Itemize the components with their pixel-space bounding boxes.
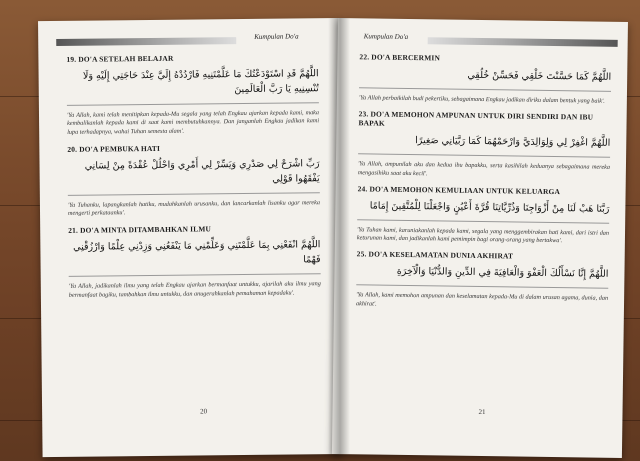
prayer-section — [68, 224, 321, 300]
section-title: 19. DO'A SETELAH BELAJAR — [66, 53, 174, 64]
arabic-text: اللَّهُمَّ قَدِ اسْتَوْدَعْتُكَ مَا عَلَّمْتَنِيهِ فَارْدُدْهُ إِلَيَّ عِنْدَ حَاجَتِي إِلَيْهِ وَلَا تُنْسِنِيهِ يَا رَبَّ الْعَالَمِينَ — [82, 68, 319, 96]
page-number: 20 — [200, 407, 208, 416]
section-title: 23. DO'A MEMOHON AMPUNAN UNTUK DIRI SENDIRI DAN IBU BAPAK — [358, 109, 594, 128]
prayer-section — [357, 184, 610, 246]
translation-text: 'Ya Allah, jadikanlah ilmu yang telah Engkau ajarkan bermanfaat untukku, ajarilah aku ilmu yang bermanfaat bagiku, tambahkan ilmu untukku, dan anugerahkanlah pemahaman kepadaku'. — [68, 280, 321, 299]
arabic-text: رَبِّ اشْرَحْ لِي صَدْرِي وَيَسِّرْ لِي أَمْرِي وَاحْلُلْ عُقْدَةً مِنْ لِسَانِي يَفْقَهُوا قَوْلِي — [84, 158, 320, 185]
left-page-content — [66, 52, 321, 304]
arabic-text: اللَّهُمَّ اغْفِرْ لِي وَلِوَالِدَيَّ وَارْحَمْهُمَا كَمَا رَبَّيَانِي صَغِيرًا — [415, 135, 611, 150]
open-book — [30, 18, 634, 458]
translation-text: 'Ya Allah, kami memohon ampunan dan keselamatan kepada-Mu di dalam urusan agama, dunia, dan akhirat'. — [355, 291, 609, 308]
prayer-section — [66, 52, 319, 137]
header-bar — [428, 37, 618, 47]
right-page-header — [350, 32, 618, 48]
arabic-text: رَبَّنَا هَبْ لَنَا مِنْ أَزْوَاجِنَا وَذُرِّيَّاتِنَا قُرَّةَ أَعْيُنٍ وَاجْعَلْنَا لِلْمُتَّقِينَ إِمَامًا — [369, 200, 610, 215]
arabic-text: اللَّهُمَّ إِنَّا نَسْأَلُكَ الْعَفْوَ وَالْعَافِيَةَ فِي الدِّينِ وَالدُّنْيَا وَالْآخِرَةِ — [396, 266, 609, 281]
header-title: Kumpulan Do'a — [363, 32, 409, 41]
prayer-section — [67, 142, 320, 218]
right-page — [332, 18, 628, 458]
divider — [357, 219, 609, 224]
section-title: 20. DO'A PEMBUKA HATI — [67, 143, 161, 154]
divider — [356, 285, 608, 290]
divider — [69, 274, 321, 278]
translation-text: 'Ya Allah, ampunilah aku dan kedua ibu bapakku, serta kasihilah keduanya sebagaimana mereka mengasihiku saat aku kecil'. — [357, 160, 610, 177]
left-page-header — [56, 32, 326, 47]
divider — [359, 87, 611, 92]
prayer-section — [359, 52, 612, 106]
header-bar — [56, 37, 236, 46]
divider — [67, 102, 319, 106]
prayer-section — [356, 250, 609, 312]
header-title: Kumpulan Do'a — [254, 32, 299, 41]
right-page-content — [356, 52, 612, 316]
divider — [358, 154, 610, 159]
prayer-section — [358, 110, 611, 181]
translation-text: 'Ya Tuhanku, lapangkanlah hatiku, mudahkanlah urusanku, dan lancarkanlah lisanku agar mereka mengerti perkataanku'. — [67, 199, 320, 218]
translation-text: 'Ya Tuhan kami, karuniakanlah kepada kami, segala yang menggembirakan hati kami, dari istri dan keturunan kami, dan jadikanlah kami pemimpin bagi orang-orang yang bertakwa'. — [356, 226, 610, 245]
translation-text: 'Ya Allah, kami telah menitipkan kepada-Mu segala yang telah Engkau ajarkan kepada kami, maka kembalikanlah kepada kami di saat kami membutuhkannya. Dan janganlah Engkau jadikan kami lupa terhadapnya, wahai Tuhan semesta alam'. — [66, 109, 320, 136]
arabic-text: اللَّهُمَّ انْفَعْنِي بِمَا عَلَّمْتَنِي وَعَلِّمْنِي مَا يَنْفَعُنِي وَزِدْنِي عِلْمًا وَارْزُقْنِي فَهْمًا — [73, 239, 321, 266]
translation-text: 'Ya Allah perbaikilah budi pekertiku, sebagaimana Engkau jadikan diriku dalam bentuk yang baik'. — [358, 94, 605, 105]
section-title: 25. DO'A KESELAMATAN DUNIA AKHIRAT — [356, 249, 514, 261]
left-page — [38, 18, 343, 457]
page-number: 21 — [478, 408, 486, 417]
section-title: 22. DO'A BERCERMIN — [359, 52, 441, 63]
section-title: 21. DO'A MINTA DITAMBAHKAN ILMU — [68, 224, 212, 236]
arabic-text: اللَّهُمَّ كَمَا حَسَّنْتَ خَلْقِي فَحَسِّنْ خُلُقِي — [467, 69, 612, 83]
section-title: 24. DO'A MEMOHON KEMULIAAN UNTUK KELUARGA — [357, 184, 561, 197]
divider — [68, 192, 320, 196]
